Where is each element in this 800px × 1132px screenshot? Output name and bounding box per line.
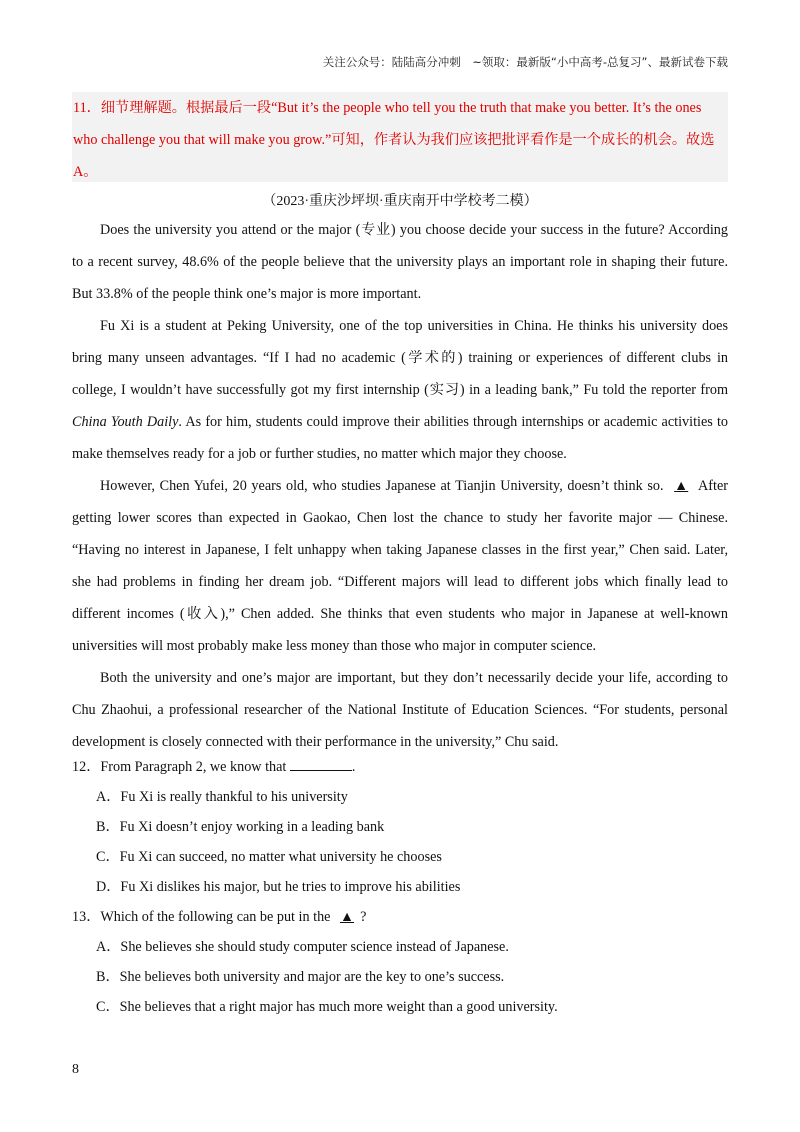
question-13-stem xyxy=(72,902,728,932)
answer-explanation-box xyxy=(72,92,728,182)
page-header: 关注公众号：陆陆高分冲刺 ~领取：最新版“小中高考-总复习”、最新试卷下载 xyxy=(322,55,728,69)
questions-section xyxy=(72,752,728,1022)
source-citation: （2023·重庆沙坪坝·重庆南开中学校考二模） xyxy=(262,194,538,209)
passage-paragraph-4: Both the university and one’s major are important, but they don’t necessarily decide your life, according to Chu Zhaohui, a professional researcher of the National Institute of Education Sciences. “For students, personal development is closely connected with their performance in the university,” Chu said. xyxy=(72,670,728,750)
question-13-option-b[interactable]: B．She believes both university and major are the key to one’s success. xyxy=(96,969,505,985)
question-12-stem xyxy=(72,752,728,782)
passage-paragraph-2 xyxy=(72,310,728,470)
question-13-option-c[interactable]: C．She believes that a right major has much more weight than a good university. xyxy=(96,999,558,1015)
passage-paragraph-1: Does the university you attend or the major (专业) you choose decide your success in the future? According to a recent survey, 48.6% of the people believe that the university plays an important role in shaping their future. But 33.8% of the people think one’s major is more important. xyxy=(72,222,728,302)
question-12-period: . xyxy=(351,759,356,775)
question-13-option-a[interactable]: A．She believes she should study computer science instead of Japanese. xyxy=(96,939,509,955)
question-13-text: 13．Which of the following can be put in the xyxy=(72,909,331,925)
question-12-option-a[interactable]: A．Fu Xi is really thankful to his university xyxy=(96,789,348,805)
question-12-option-c[interactable]: C．Fu Xi can succeed, no matter what university he chooses xyxy=(96,849,442,865)
question-12-option-d[interactable]: D．Fu Xi dislikes his major, but he tries to improve his abilities xyxy=(96,879,461,895)
paragraph-2-text-a: Fu Xi is a student at Peking University, one of the top universities in China. He thinks his university does bring many unseen advantages. “If I had no academic (学术的) training or experiences of different clubs in college, I wouldn’t have successfully got my first internship (实习) in a leading bank,” Fu told the reporter from xyxy=(72,318,728,398)
paragraph-3-text-b: After getting lower scores than expected in Gaokao, Chen lost the chance to study her favorite major — Chinese. “Having no interest in Japanese, I felt unhappy when taking Japanese classes in the first year,” Chen said. Later, she had problems in finding her dream job. “Different majors will lead to different jobs which finally lead to different incomes (收入),” Chen added. She thinks that even students who major in Japanese at well-known universities will most probably make less money than those who major in computer science. xyxy=(72,478,728,654)
question-13-blank-marker: ▲ xyxy=(340,909,355,925)
question-13-mark: ? xyxy=(360,909,367,925)
page-number: 8 xyxy=(72,1062,79,1077)
answer-blank-line xyxy=(290,756,352,771)
answer-explanation-text: 11．细节理解题。根据最后一段“But it’s the people who tell you the truth that make you better. It’s the ones who challenge you that will make you grow.”可知，作者认为我们应该把批评看作是一个成长的机会。故选A。 xyxy=(73,100,715,180)
paragraph-2-text-b: . As for him, students could improve their abilities through internships or academic activities to make themselves ready for a job or further studies, no matter which major they choose. xyxy=(72,414,728,462)
passage-paragraph-3 xyxy=(72,470,728,662)
question-12-option-b[interactable]: B．Fu Xi doesn’t enjoy working in a leading bank xyxy=(96,819,385,835)
newspaper-title: China Youth Daily xyxy=(72,414,179,430)
reading-passage xyxy=(72,214,728,758)
passage-blank-marker: ▲ xyxy=(674,478,689,494)
paragraph-3-text-a: However, Chen Yufei, 20 years old, who studies Japanese at Tianjin University, doesn’t think so. xyxy=(100,478,669,494)
question-12-text: 12．From Paragraph 2, we know that xyxy=(72,759,287,775)
